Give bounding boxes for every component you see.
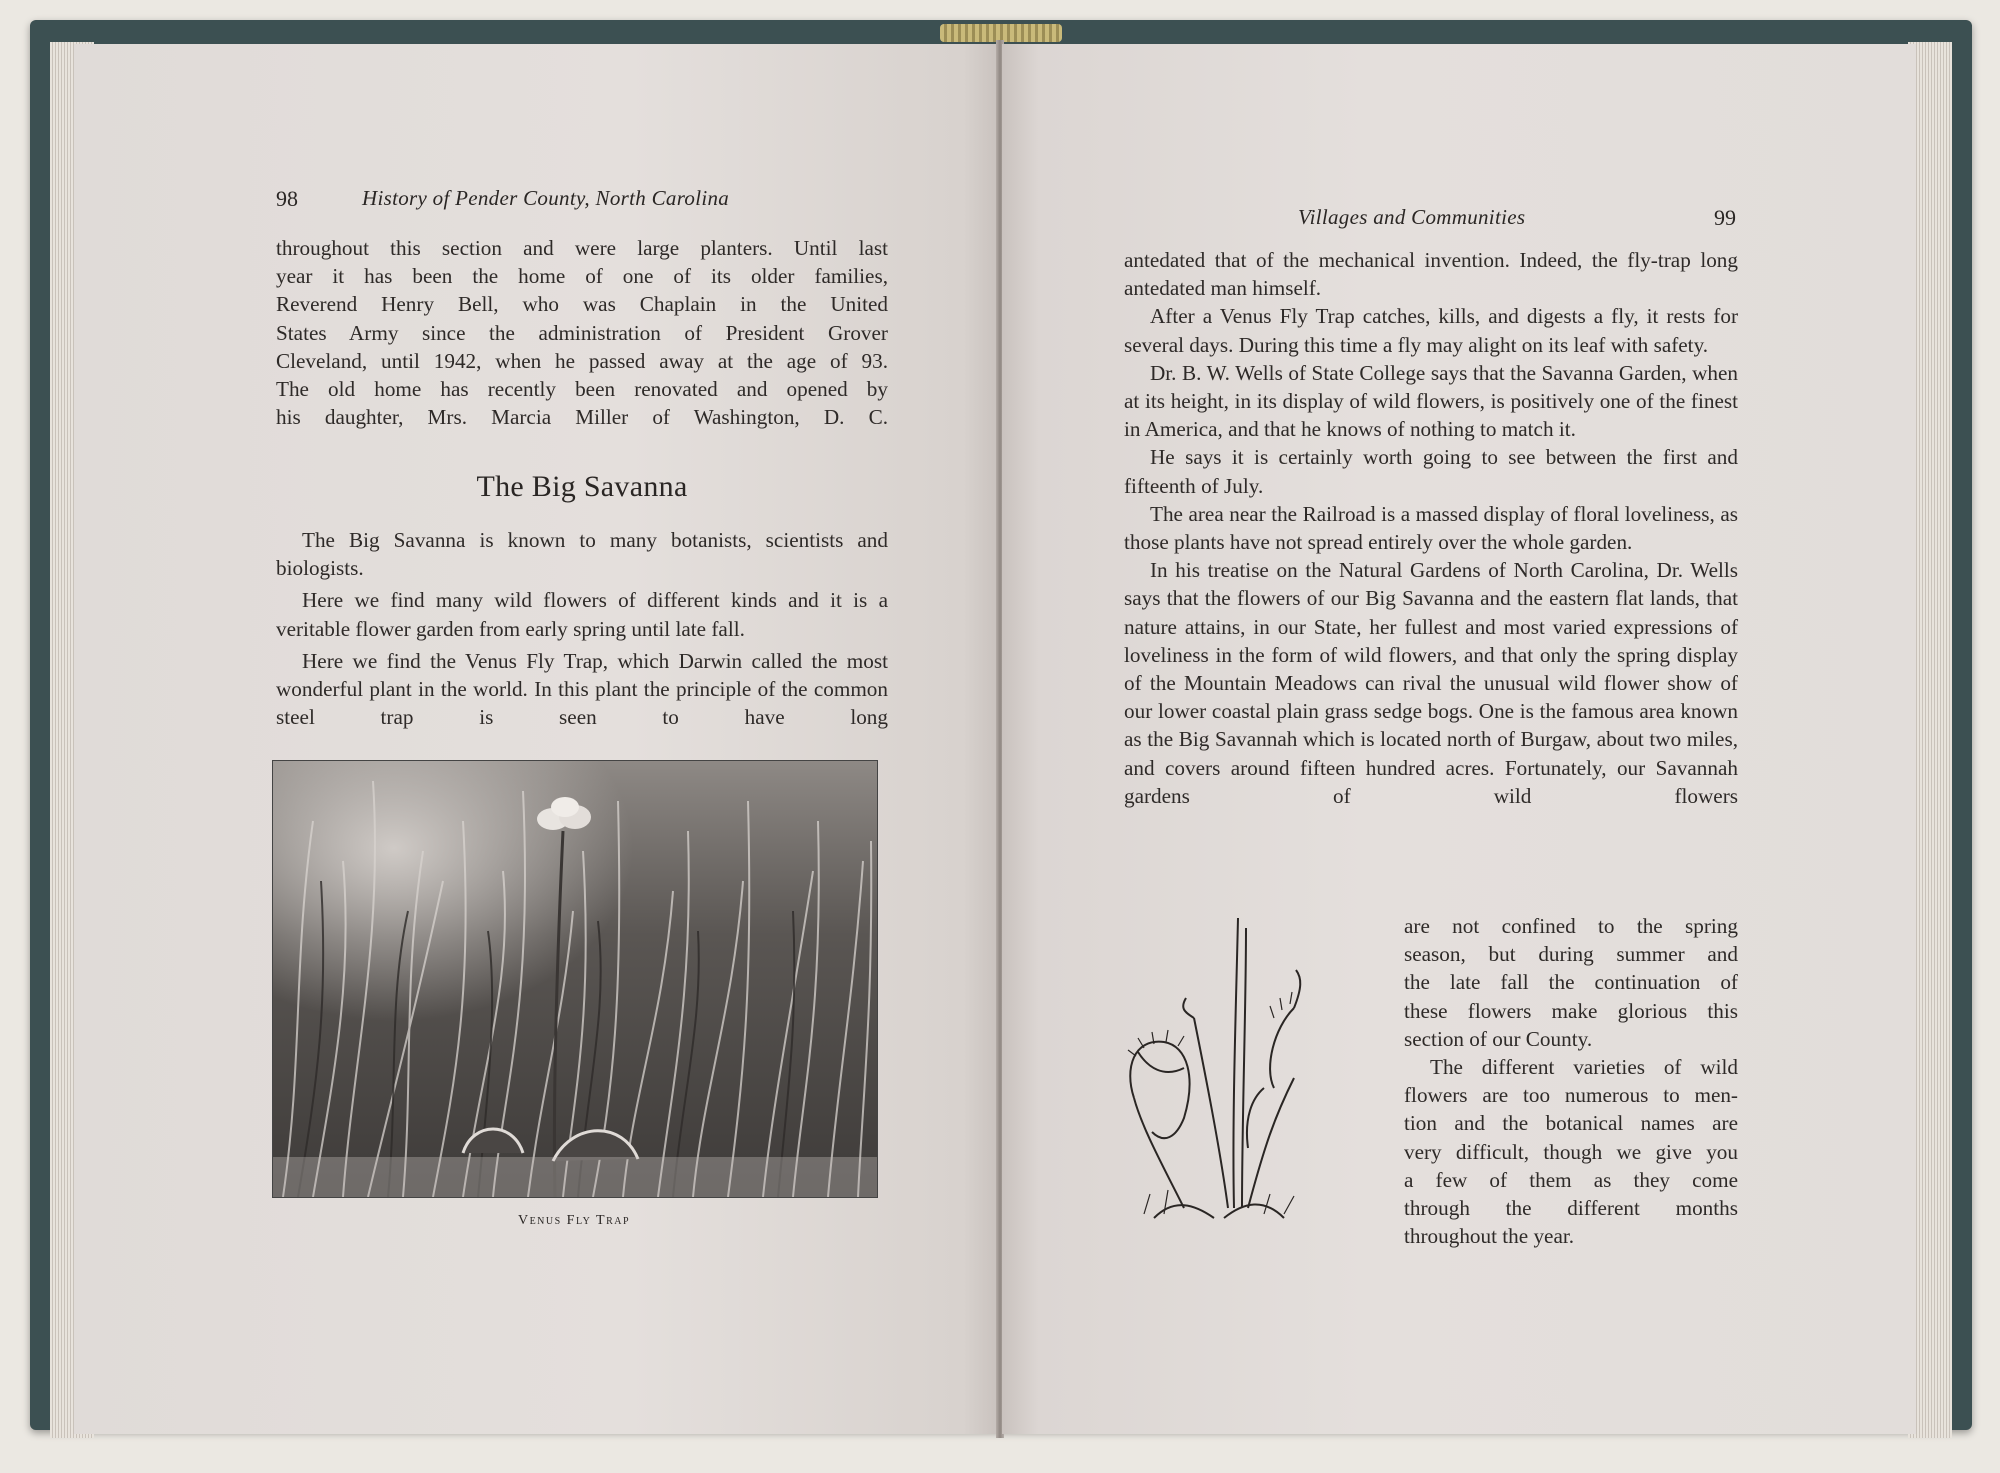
text-line: Reverend Henry Bell, who was Chaplain in the United — [276, 292, 888, 317]
text-line: the late fall the continuation of — [1404, 970, 1738, 995]
text-line: Cleveland, until 1942, when he passed away at the age of 93. — [276, 348, 888, 373]
paragraph: After a Venus Fly Trap catches, kills, and digests a fly, it rests for several days. During this time a fly may alight on its leaf with safety. — [1124, 304, 1738, 357]
paragraph: In his treatise on the Natural Gardens of North Carolina, Dr. Wells says that the flowers of our Big Savanna and the eastern flat lands, that nature attains, in our State, her fullest and most varied expressions of loveliness in the form of wild flowers, and that only the spring display of the Mountain Meadows can rival the unusual wild flower show of our lower coastal plain grass sedge bogs. One is the famous area known as the Big Savannah which is located north of Burgaw, about two miles, and covers around fifteen hundred acres. Fortunately, our Savannah gardens of wild flowers — [1124, 558, 1738, 808]
right-running-head: Villages and Communities — [1298, 205, 1526, 229]
grass-photo-illustration — [273, 761, 877, 1197]
text-line: section of our County. — [1404, 1026, 1593, 1051]
text-line: his daughter, Mrs. Marcia Miller of Washington, D. C. — [276, 405, 888, 430]
text-line: are not confined to the spring — [1404, 914, 1738, 938]
text-line: tion and the botanical names are — [1404, 1111, 1738, 1136]
text-line: The different varieties of wild — [1430, 1055, 1738, 1080]
text-line: throughout the year. — [1404, 1224, 1575, 1249]
text-line: throughout this section and were large planters. Until last — [276, 236, 888, 260]
paragraph: antedated that of the mechanical invention. Indeed, the fly-trap long antedated man himself. — [1124, 248, 1738, 301]
text-line: States Army since the administration of President Grover — [276, 320, 888, 345]
paragraph: The Big Savanna is known to many botanists, scientists and biologists. — [276, 528, 888, 581]
paragraph: The area near the Railroad is a massed display of floral loveliness, as those plants have not spread entirely over the whole garden. — [1124, 501, 1738, 555]
paragraph: Here we find the Venus Fly Trap, which Darwin called the most wonderful plant in the world. In this plant the principle of the common steel trap is seen to have long — [276, 648, 888, 730]
text-line: a few of them as they come — [1404, 1167, 1738, 1192]
text-line: flowers are too numerous to men- — [1404, 1083, 1738, 1108]
text-line: year it has been the home of one of its older families, — [276, 264, 888, 289]
left-section-text — [276, 526, 888, 731]
text-line: these flowers make glorious this — [1404, 998, 1738, 1023]
text-line: The old home has recently been renovated and opened by — [276, 377, 888, 402]
left-running-head: History of Pender County, North Carolina — [362, 186, 730, 210]
text-line: very difficult, though we give you — [1404, 1139, 1738, 1164]
left-folio: 98 — [276, 186, 298, 211]
text-line: season, but during summer and — [1404, 942, 1738, 967]
right-main-text — [1124, 246, 1738, 810]
right-wrap-text — [1404, 912, 1738, 1250]
fly-trap-line-art — [1124, 918, 1302, 1224]
venus-fly-trap-drawing — [1124, 918, 1302, 1224]
section-title: The Big Savanna — [476, 470, 688, 503]
right-folio: 99 — [1714, 205, 1736, 230]
text-line: through the different months — [1404, 1196, 1738, 1221]
left-continued-text — [276, 234, 888, 431]
paragraph: He says it is certainly worth going to see between the first and fifteenth of July. — [1124, 445, 1738, 498]
photo-caption: Venus Fly Trap — [517, 1213, 631, 1228]
paragraph: Dr. B. W. Wells of State College says that the Savanna Garden, when at its height, in its display of wild flowers, is positively one of the finest in America, and that he knows of nothing to match it. — [1124, 360, 1738, 442]
venus-fly-trap-photo — [272, 760, 878, 1198]
paragraph: Here we find many wild flowers of different kinds and it is a veritable flower garden from early spring until late fall. — [276, 588, 888, 641]
